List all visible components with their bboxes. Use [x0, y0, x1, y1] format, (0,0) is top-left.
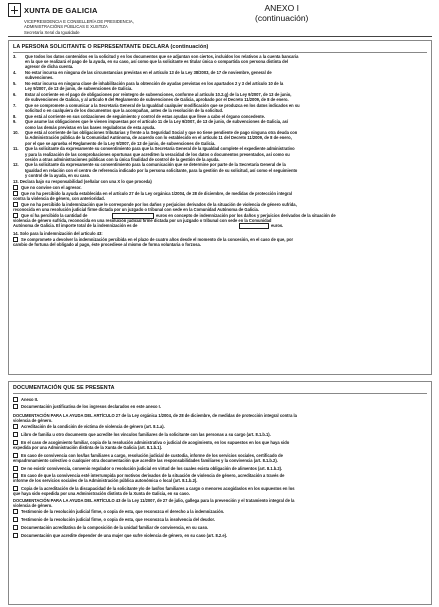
declaration-item-text: Que está al corriente en sus cotizaciones de seguimiento y control de estas ayudas que lleve a cabo el órgano concedente. — [25, 113, 266, 119]
art27-heading: DOCUMENTACIÓN PARA LA AYUDA DEL ARTÍCULO 27 de la Ley orgánica 1/2004, de 28 de diciembre, de medidas de protección integral contra la — [13, 413, 297, 419]
declaration-13-option-text: Autónoma de Galicia. El importe total de la indemnización es de — [13, 223, 138, 229]
art27-document-text: De no existir convivencia, convenio regulador o resolución judicial en virtud de los cuales exista obligación de alimentos (art. 8.1.b.2). — [21, 465, 283, 471]
declaration-13-option-text: Que sí ha percibido la cantidad de — [21, 213, 88, 219]
annex-title — [255, 3, 308, 23]
art27-document-text: En caso de que la convivencia esté interrumpida por motivos derivados de la situación de violencia de género, acreditación a través de — [21, 473, 285, 479]
declaration-item-text: de subvenciones de Galicia, y al artículo 9 del Reglamento de subvenciones de Galicia, aprobado por el Decreto 11/2009, de 8 de enero. — [25, 97, 289, 102]
art27-document-checkbox[interactable] — [13, 466, 18, 471]
declaration-item-text: solicitud o en cualquiera de los documentos que la acompañan, antes de la resolución de la solicitud. — [25, 107, 224, 113]
art43-heading: DOCUMENTACIÓN PARA LA AYUDA DEL ARTÍCULO 43 de la Ley 11/2007, de 27 de julio, gallega para la prevención y el tratamiento integral de la — [13, 498, 295, 504]
documentation-title: DOCUMENTACIÓN QUE SE PRESENTA — [13, 385, 115, 391]
art27-document-text: informe de los servicios sociales de la Administración pública autonómica o local (art. 8.1.b.2). — [13, 478, 198, 484]
document-checkbox[interactable] — [13, 397, 18, 402]
department-line-2: ADMINISTRACIÓNS PÚBLICAS E XUSTIZA — [24, 24, 108, 30]
declaration-item-number: 12. — [13, 162, 19, 168]
art43-heading: violencia de género. — [13, 503, 53, 509]
art27-document-checkbox[interactable] — [13, 424, 18, 429]
declaration-13-heading: 13. Declara bajo su responsabilidad (señalar con una X lo que proceda) — [13, 179, 152, 185]
declaration-14-option-text: cambio de fortuna del obligado al pago, éste procediese al mismo de forma voluntaria o forzosa. — [13, 241, 201, 247]
department-line-1: VICEPRESIDENCIA E CONSELLERÍA DE PRESIDENCIA, — [24, 19, 134, 24]
xunta-emblem-icon — [8, 3, 21, 17]
declaration-item-text: y control de la ayuda, en su caso. — [25, 172, 91, 178]
declaration-item-number: 11. — [13, 146, 19, 152]
art27-document-text: En el caso de acogimiento familiar, copia de la resolución administrativa o judicial de acogimiento, en los supuestos en los que haya sido — [21, 439, 290, 445]
declaration-item-text: en la que se realizará el pago de la ayuda, en su caso, así como que la solicitante es titular única o compartida con persona distinta del — [25, 59, 288, 65]
annex-number: ANEXO I — [264, 3, 299, 13]
declaration-item-text: Que la solicitante da expresamente su consentimiento para la comunicación que se determine por parte de la Secretaría General de la — [25, 162, 286, 168]
art27-document-text: empadronamiento colectivo o cualquier otra documentación que acredite las responsabilidades familiares y la convivencia (art. 8.1.b.2). — [13, 457, 278, 463]
declaration-item-text: Que la solicitante da expresamente su consentimiento para que la Secretaría General de la Igualdad complete el expediente administrativo — [25, 146, 295, 152]
declaration-section — [8, 40, 432, 375]
documentation-section — [8, 381, 432, 605]
art43-document-checkbox[interactable] — [13, 525, 18, 530]
art43-document-text: Testimonio de la resolución judicial firme, o copia de esta, que reconozca la insolvencia del deudor. — [21, 516, 215, 522]
brand-name: XUNTA DE GALICIA — [24, 5, 98, 15]
department-block — [24, 19, 134, 35]
declaration-14-heading: 14. Solo para la indemnización del artículo 43: — [13, 231, 103, 236]
declaration-13-option-text: Que no ha percibido la ayuda establecida en el artículo 27 de la Ley orgánica 1/2004, de 28 de diciembre, de medidas de protección integral — [21, 190, 292, 196]
declaration-item-text: Que está al corriente de las obligaciones tributarias y frente a la Seguridad Social y que no tiene pendiente de pago ninguna otra deuda con — [25, 130, 298, 136]
declaration-item-text: No estar incursa en ninguna de las circunstancias previstas en el artículo 13 de la Ley 38/2003, de 17 de noviembre, general de — [25, 70, 272, 76]
art43-document-checkbox[interactable] — [13, 533, 18, 538]
documentation-title-rule — [13, 393, 427, 394]
department-line-3: Secretaría Xeral da Igualdade — [24, 29, 80, 35]
document-checkbox[interactable] — [13, 404, 18, 409]
header — [8, 3, 432, 43]
declaration-item-number: 8. — [13, 113, 17, 119]
declaration-item-number: 5. — [13, 80, 17, 86]
declaration-item-text: Que todos los datos contenidos en la solicitud y en los documentos que se adjuntan son ciertos, incluidos los relativos a la cuenta bancaria — [25, 54, 299, 59]
declaration-item-text: Ley 9/2007, de 13 de junio, de subvenciones de Galicia. — [25, 86, 133, 92]
declaration-item-text: como las demás previstas en las bases reguladoras de esta ayuda. — [25, 124, 156, 130]
art27-document-checkbox[interactable] — [13, 432, 18, 437]
art27-heading: violencia de género. — [13, 418, 53, 424]
art43-document-text: Documentación que acredite depender de una mujer que sufre violencia de género, en su caso (art. 8.2.e). — [21, 532, 228, 538]
art27-document-text: que haya sido expedida por una Administración distinta de la Xunta de Galicia, en su caso. — [13, 491, 190, 497]
declaration-item-number: 9. — [13, 119, 17, 125]
declaration-13-option-text: euros. — [271, 223, 284, 229]
declaration-13-checkbox[interactable] — [13, 185, 18, 190]
declaration-13-option-text: reconocida en una resolución judicial firme dictada por un juzgado o tribunal con sede en la Comunidad Autónoma de Galicia. — [13, 207, 259, 213]
declaration-item-text: No estar incursa en ninguna clase de inhabilitación para la obtención de ayudas previstas en los apartados 2 y 3 del artículo 10 de la — [25, 80, 284, 86]
art27-document-text: Acreditación de la condición de víctima de violencia de género (art. 8.1.a). — [21, 424, 165, 430]
declaration-item-text: por el que se aprueba el Reglamento de la Ley 9/2007, de 13 de junio, de subvenciones de Galicia. — [25, 140, 216, 146]
declaration-13-option-text: contra la violencia de género, con anterioridad. — [13, 196, 105, 202]
declaration-item-text: y para la realización de las comprobaciones oportunas que acrediten la veracidad de los datos o documentos presentados, así como su — [25, 151, 290, 157]
declaration-item-text: Igualdad en relación con el centro de referencia indicado por la persona solicitante, para la gestión de su solicitud, así como el seguimiento — [25, 167, 298, 173]
indemnity-amount-field[interactable] — [112, 213, 154, 219]
annex-continuation: (continuación) — [255, 13, 309, 23]
declaration-14-option-text: Se compromete a devolver la indemnización percibida en el plazo de cuatro años desde el momento de la concesión, en el caso de que, por — [21, 236, 294, 242]
document-item-text: Documentación justificativa de los ingresos declarados en este anexo I. — [21, 403, 161, 409]
declaration-item-number: 10. — [13, 130, 19, 136]
declaration-item-text: cesión a otras administraciones públicas con la única finalidad de control de la gestión de la ayuda. — [25, 156, 220, 162]
declaration-item-text: la Administración pública de la Comunidad Autónoma, de acuerdo con lo establecido en el artículo 11 del Decreto 11/2009, de 8 de enero, — [25, 135, 292, 141]
document-item-text: Anexo II. — [21, 397, 39, 402]
declaration-13-option-text: euros en concepto de indemnización por los daños y perjuicios derivados de la situación de — [156, 213, 336, 219]
art43-document-checkbox[interactable] — [13, 509, 18, 514]
art27-document-text: Copia de la acreditación de la discapacidad de la solicitante y/o de las/los familiares a cargo o menores acogidas/os en los supuestos en los — [21, 486, 295, 492]
declaration-item-number: 6. — [13, 91, 17, 97]
declaration-13-option-text: Que no convive con el agresor. — [21, 185, 82, 190]
art43-document-text: Documentación acreditativa de la composición de la unidad familiar de convivencia, en su caso. — [21, 524, 209, 530]
art27-document-text: expedida por una Administración distinta de la Xunta de Galicia (art. 8.1.b.1). — [13, 444, 163, 450]
declaration-item-text: Que asume las obligaciones que le vienen impuestas por el artículo 11 de la Ley 9/2007, de 13 de junio, de subvenciones de Galicia, así — [25, 119, 289, 125]
art43-document-text: Testimonio de la resolución judicial firme, o copia de esta, que reconozca el derecho a la indemnización. — [21, 508, 225, 514]
art27-document-text: En caso de convivencia con los/las familiares a cargo, resolución judicial de custodia, informe de los servicios sociales, certificado de — [21, 452, 283, 458]
declaration-13-option-text: violencia de género sufrida, reconocida en una resolución judicial firme dictada por un juzgado o tribunal con sede en la Comunidad — [13, 218, 272, 224]
declaration-item-text: agresor de dicha cuenta. — [25, 64, 74, 70]
art27-document-text: Libro de familia u otro documento que acredite los vínculos familiares de la solicitante con las personas a su cargo (art. 8.1.b.1). — [21, 431, 271, 437]
declaration-13-option-text: Que no ha percibido la indemnización que le corresponde por los daños y perjuicios derivados de la situación de violencia de género sufrida, — [21, 202, 297, 208]
declaration-title-rule — [13, 52, 427, 53]
art43-document-checkbox[interactable] — [13, 517, 18, 522]
declaration-item-number: 4. — [13, 70, 17, 76]
declaration-item-text: Estar al corriente en el pago de obligaciones por reintegro de subvenciones, conforme al artículo 10.2.g) de la Ley 9/2007, de 13 de junio, — [25, 91, 292, 97]
header-divider — [8, 36, 432, 37]
declaration-title: LA PERSONA SOLICITANTE O REPRESENTANTE DECLARA (continuación) — [13, 44, 209, 50]
indemnity-total-field[interactable] — [239, 223, 269, 229]
declaration-item-text: subvenciones. — [25, 75, 54, 81]
declaration-item-text: Que se compromete a comunicar a la Secretaría General de la Igualdad cualquier modificación que se produzca en los datos indicados en su — [25, 102, 300, 108]
brand-logo — [8, 3, 98, 17]
declaration-item-number: 3. — [13, 54, 17, 59]
declaration-item-number: 7. — [13, 102, 17, 108]
